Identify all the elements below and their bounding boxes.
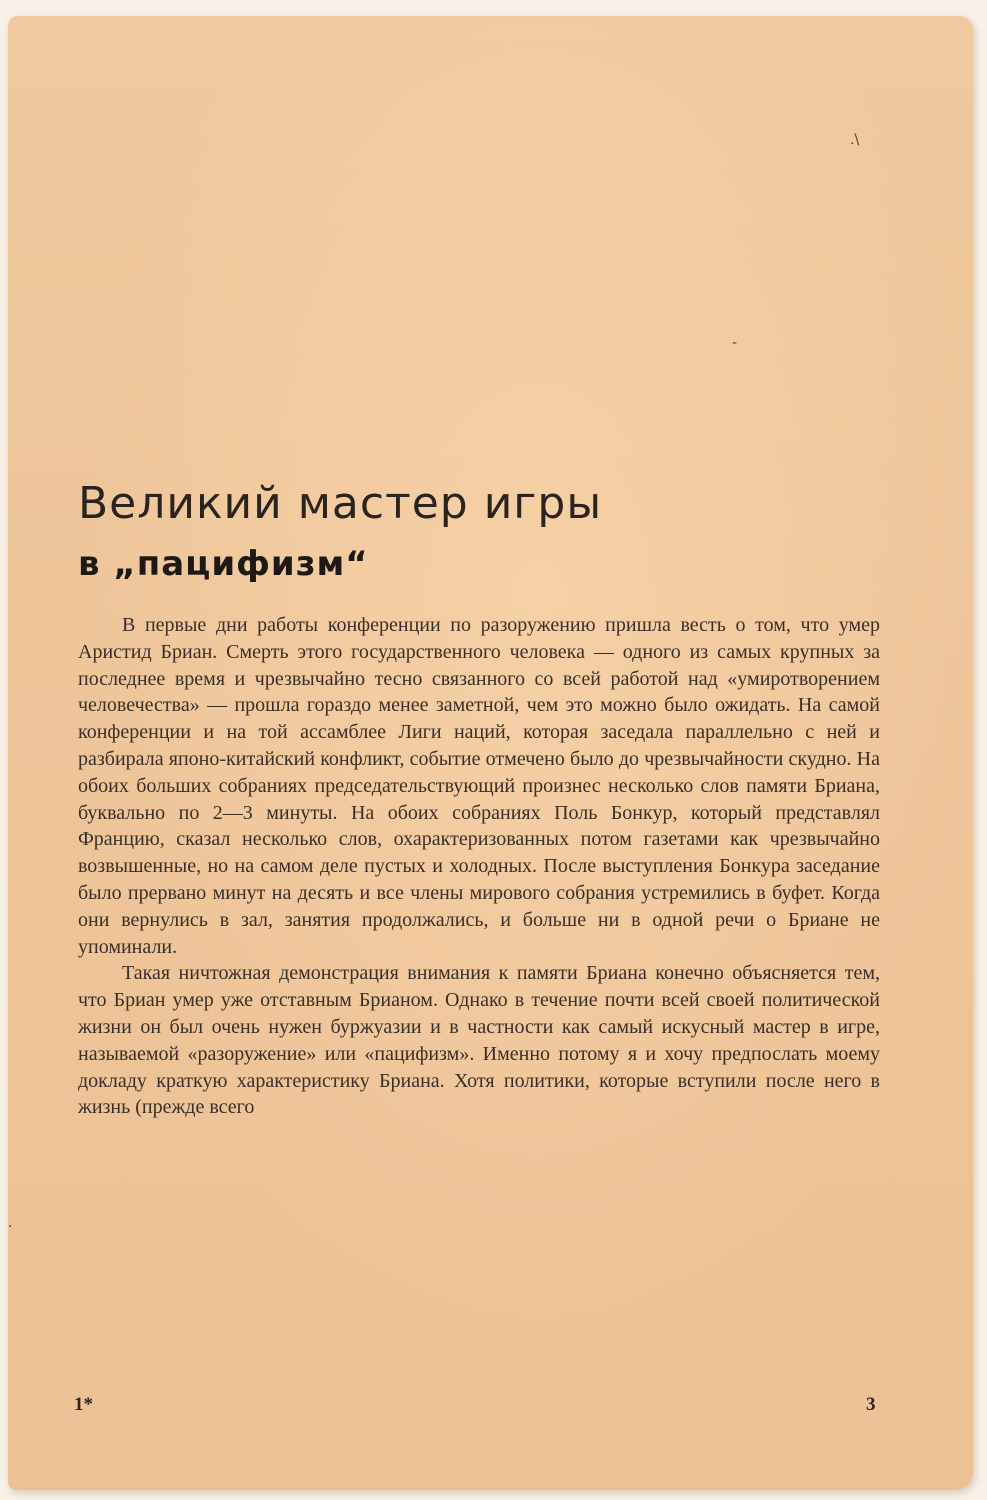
ink-speck: - <box>732 335 738 351</box>
article-body <box>78 612 880 1121</box>
article-title: Великий мастер игры <box>78 478 603 529</box>
paragraph: В первые дни работы конференции по разоружению пришла весть о том, что умер Аристид Бриан. Смерть этого государственного человека — одного из самых крупных за последнее время и чрезвычайно тесно связанного со всей работой над «умиротворением человечества» — прошла гораздо менее заметной, чем это можно было ожидать. На самой конференции и на той ассамблее Лиги наций, которая заседала параллельно с ней и разбирала японо-китайский конфликт, событие отмечено было до чрезвычайности скудно. На обоих больших собраниях председательствующий произнес несколько слов памяти Бриана, буквально по 2—3 минуты. На обоих собраниях Поль Бонкур, который представлял Францию, сказал несколько слов, охарактеризованных потом газетами как чрезвычайно возвышенные, но на самом деле пустых и холодных. После выступления Бонкура заседание было прервано минут на десять и все члены мирового собрания устремились в буфет. Когда они вернулись в зал, занятия продолжались, и больше ни в одной речи о Бриане не упоминали. <box>78 614 880 958</box>
book-page <box>8 16 973 1490</box>
ink-speck: . <box>8 1215 13 1231</box>
signature-mark: 1* <box>74 1394 93 1415</box>
page-number: 3 <box>866 1394 876 1415</box>
article-subtitle: в „пацифизм“ <box>78 544 369 584</box>
ink-speck: .\ <box>850 132 860 148</box>
paragraph: Такая ничтожная демонстрация внимания к памяти Бриана конечно объясняется тем, что Бриан умер уже отставным Брианом. Однако в течение почти всей своей политической жизни он был очень нужен буржуазии и в частности как самый искусный мастер в игре, называемой «разоружение» или «пацифизм». Именно потому я и хочу предпослать моему докладу краткую характеристику Бриана. Хотя политики, которые вступили после него в жизнь (прежде всего <box>78 962 880 1119</box>
